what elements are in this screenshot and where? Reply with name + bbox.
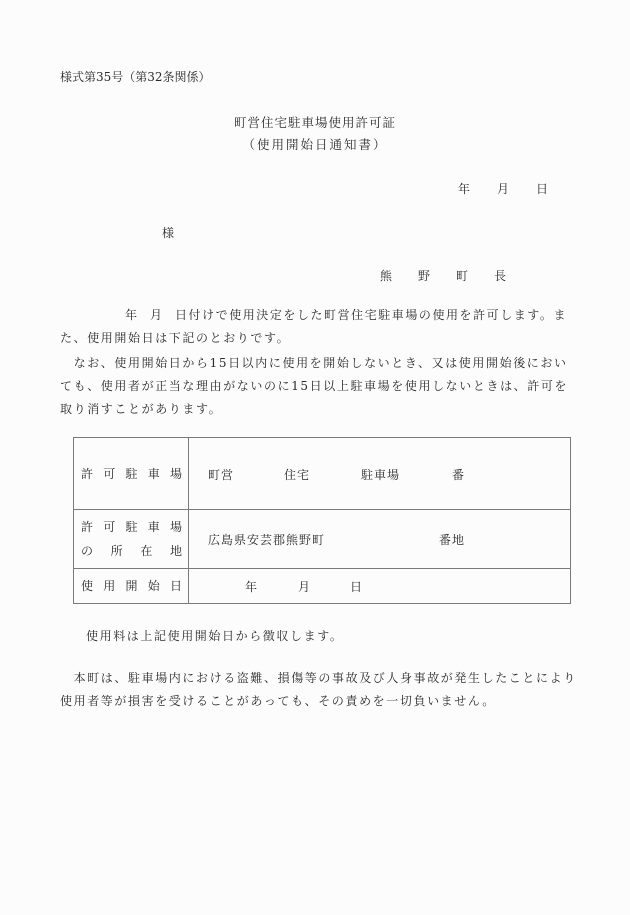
parking-lot-label: 駐車場	[361, 467, 401, 482]
parking-location-label-line2: の所在地	[81, 544, 182, 558]
liability-note-text: 本町は、駐車場内における盗難、損傷等の事故及び人身事故が発生したことにより使用者等が損害を受けることがあっても、その責めを一切負いません。	[60, 671, 577, 708]
issuer-char: 町	[456, 269, 469, 283]
parking-number-label: 番	[452, 467, 466, 482]
recipient-suffix: 様	[162, 226, 175, 240]
table-row	[74, 510, 571, 569]
parking-housing-label: 住宅	[284, 467, 311, 482]
document-subtitle: （使用開始日通知書）	[242, 137, 388, 152]
issue-date-year: 年	[458, 182, 471, 196]
start-date-year: 年	[245, 580, 258, 594]
parking-location-label-line1: 許可駐車場	[81, 520, 182, 534]
start-date-month: 月	[298, 580, 311, 594]
issue-date-day: 日	[536, 182, 549, 196]
table-row	[74, 438, 571, 510]
start-date-day: 日	[350, 580, 363, 594]
issuer-char: 野	[418, 269, 431, 283]
form-number: 様式第35号（第32条関係）	[60, 70, 211, 84]
liability-note	[60, 667, 580, 713]
decision-month: 月	[150, 308, 164, 322]
permit-table	[73, 437, 571, 604]
issuer-char: 長	[494, 269, 507, 283]
permission-text-line2: た、使用開始日は下記のとおりです。	[60, 331, 291, 345]
table-row	[74, 569, 571, 604]
location-address: 広島県安芸郡熊野町	[208, 533, 326, 547]
permitted-parking-label: 許可駐車場	[74, 438, 189, 510]
decision-year: 年	[125, 308, 139, 322]
parking-location-label	[74, 510, 189, 569]
location-lot-number-label: 番地	[439, 533, 466, 547]
permission-text-line1: 日付けで使用決定をした町営住宅駐車場の使用を許可します。ま	[175, 308, 567, 322]
issuer-char: 熊	[380, 269, 393, 283]
start-date-label: 使用開始日	[74, 569, 189, 604]
issue-date-month: 月	[497, 182, 510, 196]
revocation-paragraph: なお、使用開始日から15日以内に使用を開始しないとき、又は使用開始後においても、使用者が正当な理由がないのに15日以上駐車場を使用しないときは、許可を取り消すことがあります。	[60, 356, 569, 416]
fee-note: 使用料は上記使用開始日から徴収します。	[86, 629, 344, 643]
document-title: 町営住宅駐車場使用許可証	[233, 115, 396, 130]
parking-town-label: 町営	[208, 467, 235, 482]
